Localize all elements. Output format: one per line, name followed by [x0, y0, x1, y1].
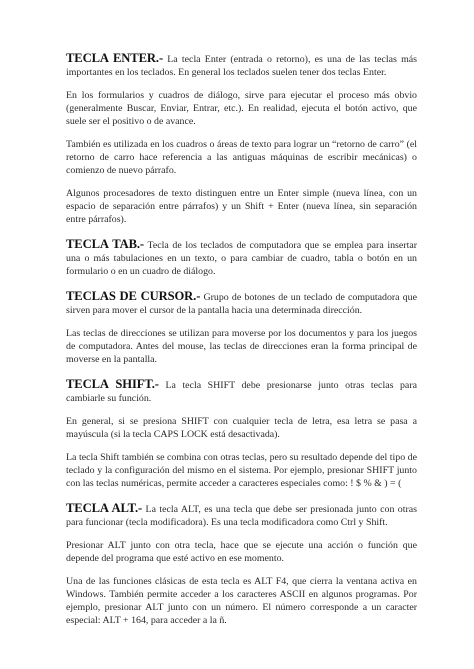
alt-heading: TECLA ALT.-: [66, 501, 143, 515]
enter-intro-text: La tecla Enter (entrada o retorno), es una de las teclas más importantes en los teclados. En general los teclados suelen tener dos teclas Enter.: [66, 54, 417, 78]
tab-intro-paragraph: [66, 238, 417, 278]
cursor-heading: TECLAS DE CURSOR.-: [66, 289, 201, 303]
alt-intro-text: La tecla ALT, es una tecla que debe ser presionada junto con otras para funcionar (tecla modificadora). Es una tecla modificadora como Ctrl y Shift.: [66, 504, 417, 528]
cursor-intro-paragraph: [66, 290, 417, 317]
alt-paragraph-1: Presionar ALT junto con otra tecla, hace que se ejecute una acción o función que depende del programa que esté activo en ese momento.: [66, 540, 417, 564]
enter-intro-paragraph: [66, 52, 417, 79]
section-cursor: [66, 290, 417, 366]
section-enter: [66, 52, 417, 226]
alt-paragraph-2: Una de las funciones clásicas de esta tecla es ALT F4, que cierra la ventana activa en Windows. También permite acceder a los caracteres ASCII en algunos programas. Por ejemplo, presionar ALT junto con un número. El número corresponde a un caracter especial: ALT + 164, para acceder a la ñ.: [66, 576, 417, 626]
tab-intro-text: Tecla de los teclados de computadora que se emplea para insertar una o más tabulaciones en un texto, o para cambiar de cuadro, tabla o botón en un formulario o en un cuadro de diálogo.: [66, 240, 417, 277]
shift-intro-text: La tecla SHIFT debe presionarse junto otras teclas para cambiarle su función.: [66, 380, 417, 404]
enter-heading: TECLA ENTER.-: [66, 51, 164, 65]
alt-intro-paragraph: [66, 502, 417, 529]
shift-paragraph-2: La tecla Shift también se combina con otras teclas, pero su resultado depende del tipo de teclado y la configuración del mismo en el sistema. Por ejemplo, presionar SHIFT junto con las teclas numéricas, permite acceder a caracteres especiales como: ! $ % & ) = (: [66, 452, 417, 489]
shift-paragraph-1: En general, si se presiona SHIFT con cualquier tecla de letra, esa letra se pasa a mayúscula (si la tecla CAPS LOCK está desactivada).: [66, 416, 417, 440]
tab-heading: TECLA TAB.-: [66, 237, 145, 251]
shift-intro-paragraph: [66, 378, 417, 405]
enter-paragraph-1: En los formularios y cuadros de diálogo, sirve para ejecutar el proceso más obvio (generalmente Buscar, Enviar, Entrar, etc.). En realidad, ejecuta el botón activo, que suele ser el positivo o de avance.: [66, 90, 417, 127]
section-tab: [66, 238, 417, 278]
shift-heading: TECLA SHIFT.-: [66, 377, 159, 391]
section-shift: [66, 378, 417, 490]
cursor-intro-text: Grupo de botones de un teclado de computadora que sirven para mover el cursor de la pantalla hacia una determinada dirección.: [66, 292, 417, 316]
section-alt: [66, 502, 417, 627]
cursor-paragraph-1: Las teclas de direcciones se utilizan para moverse por los documentos y para los juegos de computadora. Antes del mouse, las teclas de direcciones eran la forma principal de moverse en la pantalla.: [66, 328, 417, 365]
enter-paragraph-3: Algunos procesadores de texto distinguen entre un Enter simple (nueva línea, con un espacio de separación entre párrafos) y un Shift + Enter (nueva línea, sin separación entre párrafos).: [66, 188, 417, 225]
enter-paragraph-2: También es utilizada en los cuadros o áreas de texto para lograr un “retorno de carro” (el retorno de carro hace referencia a las antiguas máquinas de escribir mecánicas) o comienzo de nuevo párrafo.: [66, 139, 417, 176]
